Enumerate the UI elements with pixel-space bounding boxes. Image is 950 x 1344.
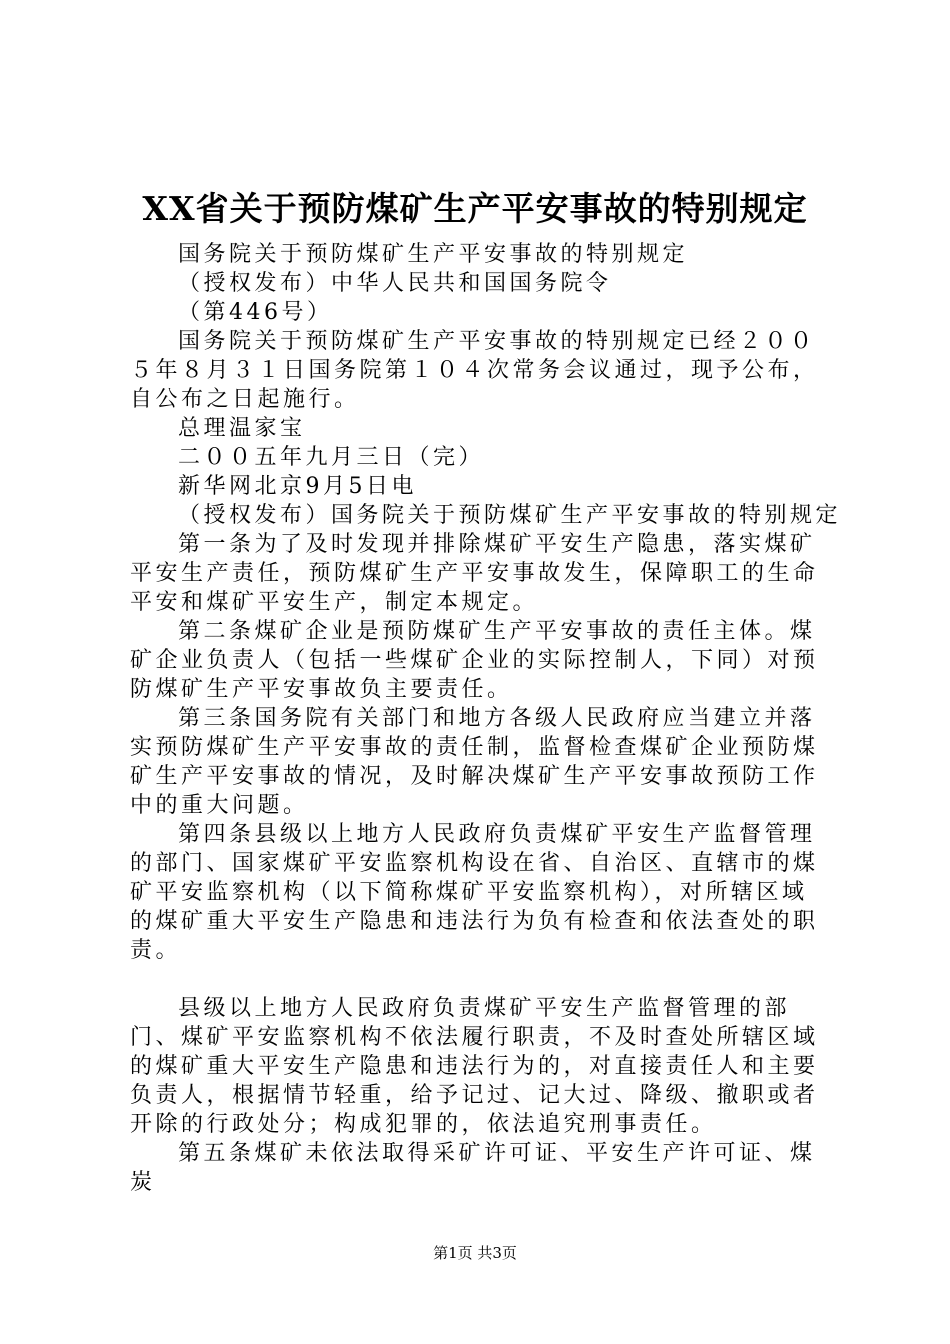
paragraph-decree-number: （第446号） bbox=[178, 300, 333, 325]
paragraph-promulgation: 国务院关于预防煤矿生产平安事故的特别规定已经２００５年８月３１日国务院第１０４次常务会议通过，现予公布，自公布之日起施行。 bbox=[130, 329, 819, 412]
paragraph-article-4-continued: 县级以上地方人民政府负责煤矿平安生产监督管理的部门、煤矿平安监察机构不依法履行职责，不及时查处所辖区域的煤矿重大平安生产隐患和违法行为的，对直接责任人和主要负责人，根据情节轻重，给予记过、记大过、降级、撤职或者开除的行政处分；构成犯罪的，依法追究刑事责任。 bbox=[130, 996, 819, 1137]
document-title: XX省关于预防煤矿生产平安事故的特别规定 bbox=[142, 189, 808, 228]
paragraph-article-4: 第四条县级以上地方人民政府负责煤矿平安生产监督管理的部门、国家煤矿平安监察机构设在省、自治区、直辖市的煤矿平安监察机构（以下简称煤矿平安监察机构），对所辖区域的煤矿重大平安生产隐患和违法行为负有检查和依法查处的职责。 bbox=[130, 822, 819, 963]
document-body bbox=[130, 240, 842, 1197]
paragraph-date: 二００五年九月三日（完） bbox=[178, 445, 485, 470]
paragraph-article-2: 第二条煤矿企业是预防煤矿生产平安事故的责任主体。煤矿企业负责人（包括一些煤矿企业的实际控制人，下同）对预防煤矿生产平安事故负主要责任。 bbox=[130, 619, 819, 702]
paragraph-dateline: 新华网北京9月5日电 bbox=[178, 474, 417, 499]
paragraph-authorized-release: （授权发布）国务院关于预防煤矿生产平安事故的特别规定 bbox=[178, 503, 842, 528]
paragraph-article-1: 第一条为了及时发现并排除煤矿平安生产隐患，落实煤矿平安生产责任，预防煤矿生产平安事故发生，保障职工的生命平安和煤矿平安生产，制定本规定。 bbox=[130, 532, 819, 615]
page-footer: 第1页 共3页 bbox=[433, 1244, 517, 1262]
paragraph-article-3: 第三条国务院有关部门和地方各级人民政府应当建立并落实预防煤矿生产平安事故的责任制，监督检查煤矿企业预防煤矿生产平安事故的情况，及时解决煤矿生产平安事故预防工作中的重大问题。 bbox=[130, 706, 819, 818]
paragraph-article-5: 第五条煤矿未依法取得采矿许可证、平安生产许可证、煤炭 bbox=[130, 1141, 816, 1195]
paragraph-decree-issuer: （授权发布）中华人民共和国国务院令 bbox=[178, 271, 612, 296]
paragraph-premier: 总理温家宝 bbox=[178, 416, 306, 441]
paragraph-regulation-name: 国务院关于预防煤矿生产平安事故的特别规定 bbox=[178, 242, 689, 267]
